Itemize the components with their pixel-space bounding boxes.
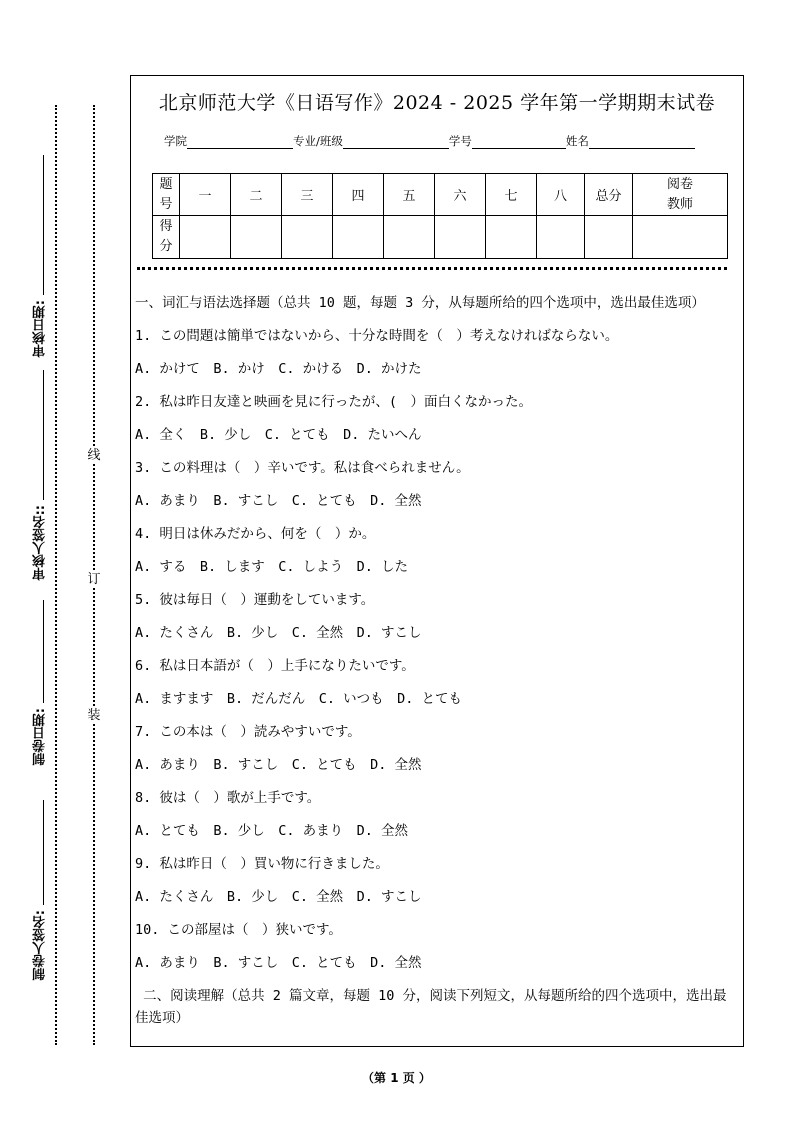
- score-cell-7[interactable]: [486, 216, 537, 259]
- score-cell-8[interactable]: [537, 216, 585, 259]
- score-cell-total[interactable]: [585, 216, 633, 259]
- question-3: 3. この料理は（ ）辛いです。私は食べられません。: [135, 460, 470, 476]
- col-4: 四: [333, 174, 384, 216]
- question-7: 7. この本は（ ）読みやすいです。: [135, 724, 361, 740]
- col-6: 六: [435, 174, 486, 216]
- options-7: A. あまり B. すこし C. とても D. 全然: [135, 757, 422, 773]
- name-field[interactable]: [589, 136, 695, 149]
- score-cell-3[interactable]: [282, 216, 333, 259]
- question-6: 6. 私は日本語が（ ）上手になりたいです。: [135, 658, 415, 674]
- question-5: 5. 彼は毎日（ ）運動をしています。: [135, 592, 375, 608]
- name-label: 姓名: [565, 134, 589, 148]
- question-10: 10. この部屋は（ ）狭いです。: [135, 922, 342, 938]
- options-2: A. 全く B. 少し C. とても D. たいへん: [135, 427, 422, 443]
- question-2: 2. 私は昨日友達と映画を見に行ったが、( ）面白くなかった。: [135, 394, 533, 410]
- question-4: 4. 明日は休みだから、何を（ ）か。: [135, 526, 376, 542]
- student-info-row: [164, 133, 695, 149]
- reviewer-signature-line: [43, 370, 44, 500]
- compiler-signature-label: 制卷人签名:: [33, 910, 48, 981]
- options-4: A. する B. します C. しよう D. した: [135, 559, 409, 575]
- col-5: 五: [384, 174, 435, 216]
- review-date-label: 审核日期:: [33, 300, 48, 358]
- col-7: 七: [486, 174, 537, 216]
- binding-mark-xian: 线: [85, 448, 103, 464]
- exam-content: [135, 292, 739, 1029]
- question-9: 9. 私は昨日（ ）買い物に行きました。: [135, 856, 389, 872]
- binding-mark-ding: 订: [85, 572, 103, 588]
- review-date-line: [43, 155, 44, 295]
- score-cell-1[interactable]: [180, 216, 231, 259]
- major-class-label: 专业/班级: [293, 134, 343, 148]
- compile-date-line: [43, 600, 44, 703]
- options-8: A. とても B. 少し C. あまり D. 全然: [135, 823, 409, 839]
- score-cell-5[interactable]: [384, 216, 435, 259]
- question-1: 1. この問題は簡単ではないから、十分な時間を（ ）考えなければならない。: [135, 328, 619, 344]
- compiler-signature-line: [43, 800, 44, 905]
- binding-dotted-line-outer: [55, 105, 57, 1045]
- page-number: （第 1 页 ）: [362, 1071, 431, 1085]
- score-cell-reviewer[interactable]: [633, 216, 728, 259]
- college-field[interactable]: [187, 136, 293, 149]
- col-total: 总分: [585, 174, 633, 216]
- options-9: A. たくさん B. 少し C. 全然 D. すこし: [135, 889, 422, 905]
- options-6: A. ますます B. だんだん C. いつも D. とても: [135, 691, 463, 707]
- score-cell-4[interactable]: [333, 216, 384, 259]
- section-2-heading: 二、阅读理解（总共 2 篇文章，每题 10 分，阅读下列短文，从每题所给的四个选项中，选出最佳选项）: [135, 988, 727, 1026]
- reviewer-signature-label: 审核人签名::: [33, 505, 48, 581]
- exam-frame: [130, 75, 744, 1047]
- score-label: 得分: [153, 216, 180, 259]
- student-id-label: 学号: [448, 134, 472, 148]
- col-8: 八: [537, 174, 585, 216]
- score-table: [152, 173, 728, 259]
- col-3: 三: [282, 174, 333, 216]
- student-id-field[interactable]: [472, 136, 566, 149]
- binding-mark-zhuang: 装: [85, 708, 103, 724]
- section-1-heading: 一、词汇与语法选择题（总共 10 题，每题 3 分，从每题所给的四个选项中，选出最佳选项）: [135, 295, 705, 311]
- score-table-score-row: [153, 216, 728, 259]
- exam-title: 北京师范大学《日语写作》2024 - 2025 学年第一学期期末试卷: [158, 92, 716, 114]
- college-label: 学院: [164, 134, 187, 148]
- score-table-header-row: [153, 174, 728, 216]
- question-number-label: 题号: [153, 174, 180, 216]
- question-8: 8. 彼は（ ）歌が上手です。: [135, 790, 321, 806]
- reviewer-label: 阅卷教师: [633, 174, 728, 216]
- options-10: A. あまり B. すこし C. とても D. 全然: [135, 955, 422, 971]
- col-2: 二: [231, 174, 282, 216]
- score-cell-6[interactable]: [435, 216, 486, 259]
- col-1: 一: [180, 174, 231, 216]
- options-3: A. あまり B. すこし C. とても D. 全然: [135, 493, 422, 509]
- options-5: A. たくさん B. 少し C. 全然 D. すこし: [135, 625, 422, 641]
- options-1: A. かけて B. かけ C. かける D. かけた: [135, 361, 422, 377]
- header-separator: [137, 267, 727, 270]
- score-cell-2[interactable]: [231, 216, 282, 259]
- major-class-field[interactable]: [343, 136, 449, 149]
- compile-date-label: 制卷日期:: [33, 708, 48, 766]
